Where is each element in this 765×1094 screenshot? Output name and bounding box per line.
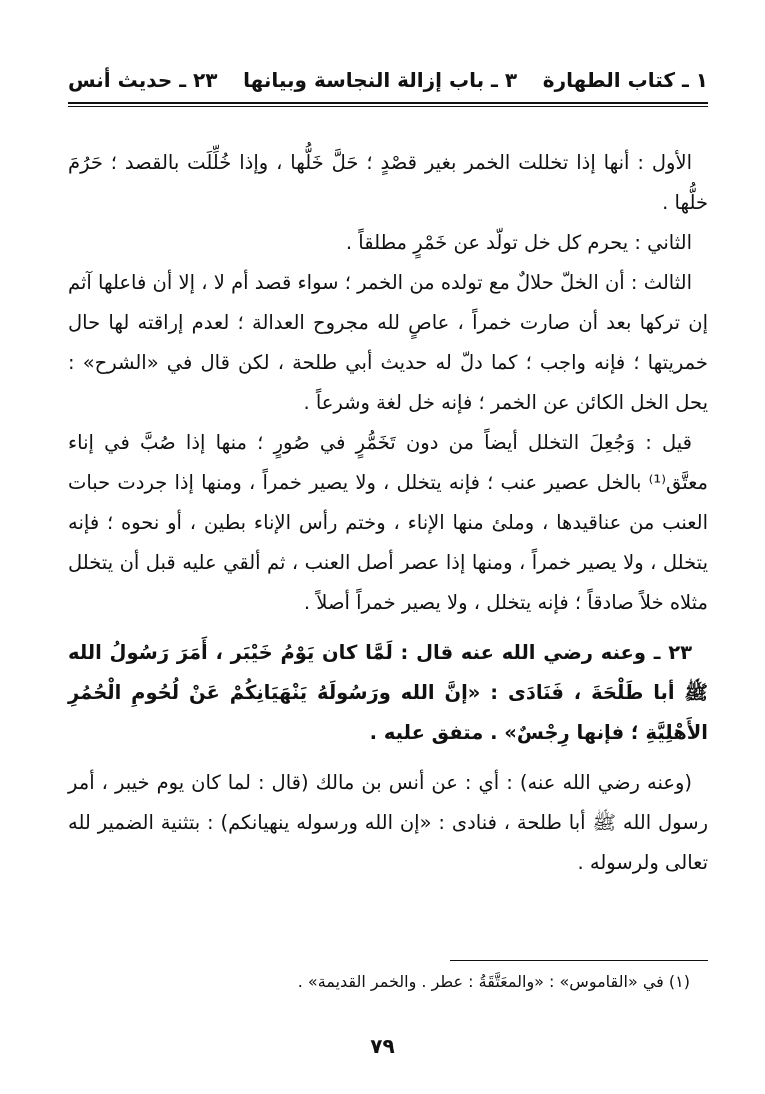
header-divider [68,102,708,104]
main-text [68,143,708,883]
header-chapter-title: ٣ ـ باب إزالة النجاسة وبيانها [243,68,518,92]
footnote-divider [450,960,708,961]
hadith-paragraph [68,633,708,753]
commentary-paragraph: (وعنه رضي الله عنه) : أي : عن أنس بن مالك (قال : لما كان يوم خيبر ، أمر رسول الله ﷺ أبا طلحة ، فنادى : «إن الله ورسوله ينهيانكم) : بتثنية الضمير لله تعالى ولرسوله . [68,771,708,874]
paragraph-second-opinion: الثاني : يحرم كل خل تولّد عن خَمْرٍ مطلقاً . [345,231,692,254]
header-hadith-title: ٢٣ ـ حديث أنس [68,68,218,92]
header-divider-thin [68,106,708,107]
paragraph-third-opinion: الثالث : أن الخلّ حلالٌ مع تولده من الخمر ؛ سواء قصد أم لا ، إلا أن فاعلها آثم إن تركها بعد أن صارت خمراً ، عاصٍ لله مجروح العدالة ؛ لعدم إراقته لها حال خمريتها ؛ فإنه واجب ؛ كما دلّ له حديث أبي طلحة ، لكن قال في «الشرح» : يحل الخل الكائن عن الخمر ؛ فإنه خل لغة وشرعاً . [68,271,708,414]
running-header [68,60,708,100]
hadith-text: وعنه رضي الله عنه قال : لَمَّا كان يَوْمُ خَيْبَر ، أَمَرَ رَسُولُ الله ﷺ أبا طَلْحَةَ ، فَنَادَى : «إنَّ الله ورَسُولَهُ يَنْهَيَانِكُمْ عَنْ لُحُومِ الْحُمُرِ الأَهْلِيَّةِ ؛ فإنها رِجْسٌ» . متفق عليه . [68,641,708,744]
page-number: ٧٩ [370,1034,395,1058]
footnote: (١) في «القاموس» : «والمعَتَّقَةُ : عطر . والخمر القديمة» . [297,972,690,991]
paragraph-said: قيل : وَجُعِلَ التخلل أيضاً من دون تَخَمُّرٍ في صُورٍ ؛ منها إذا صُبَّ في إناء معتَّق⁽¹⁾ بالخل عصير عنب ؛ فإنه يتخلل ، ولا يصير خمراً ، ومنها إذا جردت حبات العنب من عناقيدها ، وملئ منها الإناء ، وختم رأس الإناء بطين ، أو نحوه ؛ فإنه يتخلل ، ولا يصير خمراً ، ومنها إذا عصر أصل العنب ، ثم ألقي عليه قبل أن يتخلل مثلاه خلاً صادقاً ؛ فإنه يتخلل ، ولا يصير خمراً أصلاً . [68,431,708,614]
paragraph-first-opinion: الأول : أنها إذا تخللت الخمر بغير قصْدٍ ؛ حَلَّ خَلُّها ، وإذا خُلِّلَت بالقصد ؛ حَرُمَ خلُّها . [68,151,708,214]
hadith-number: ٢٣ ـ [653,641,692,664]
header-book-title: ١ ـ كتاب الطهارة [542,68,708,92]
